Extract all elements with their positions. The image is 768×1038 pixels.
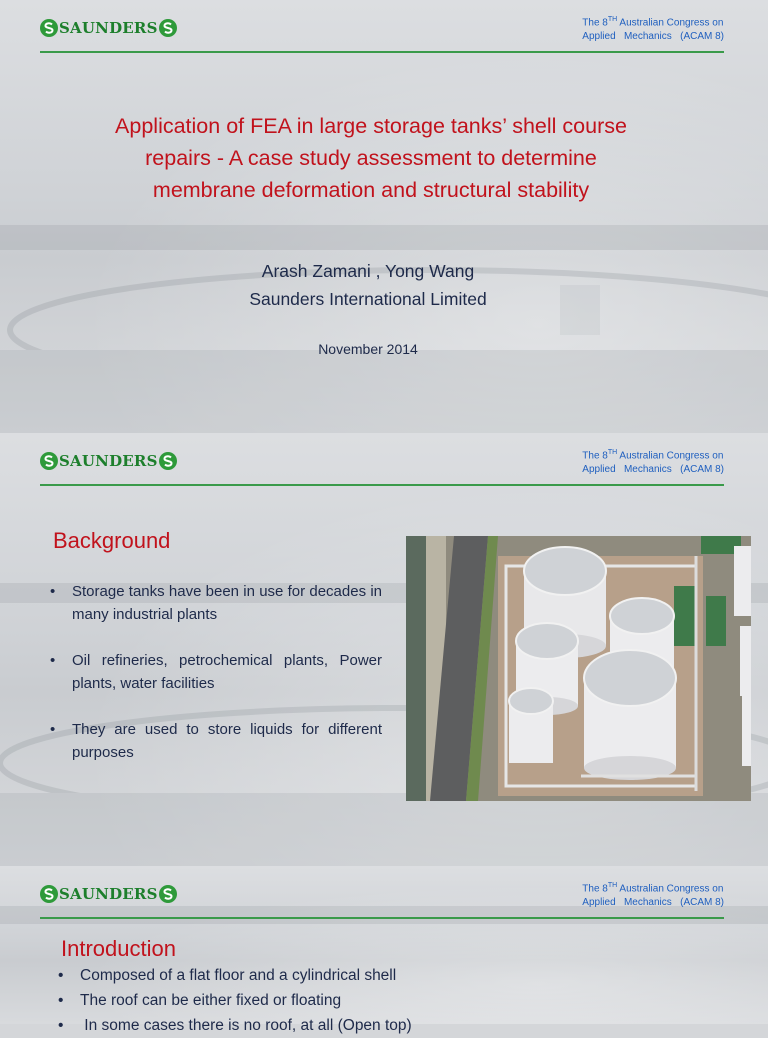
bullet-icon: • <box>58 992 64 1009</box>
congress-header <box>582 13 724 44</box>
congress-sup: TH <box>607 16 618 23</box>
bullet-text: The roof can be either fixed or floating <box>80 992 342 1009</box>
header-divider <box>40 484 724 486</box>
storage-tanks-photo <box>406 536 751 801</box>
logo-text: SAUNDERS <box>59 19 158 37</box>
saunders-s-logo-icon <box>40 885 58 903</box>
congress-header <box>582 879 724 910</box>
congress-sup: TH <box>607 449 618 456</box>
title-line: Application of FEA in large storage tanks’ shell course <box>115 114 627 138</box>
header-divider <box>40 51 724 53</box>
congress-line2: Applied Mechanics (ACAM 8) <box>582 464 724 476</box>
introduction-slide <box>0 866 768 1034</box>
logo-text: SAUNDERS <box>59 452 158 470</box>
bullet-icon: • <box>50 721 56 738</box>
bullet-text: In some cases there is no roof, at all (Open top) <box>80 1017 412 1034</box>
logo-text: SAUNDERS <box>59 885 158 903</box>
section-heading: Background <box>53 528 171 553</box>
congress-line1-pre: The 8 <box>582 450 608 462</box>
congress-line1-post: Australian Congress on <box>617 450 724 462</box>
saunders-s-logo-icon <box>159 885 177 903</box>
bullet-icon: • <box>50 652 56 669</box>
congress-line1-pre: The 8 <box>582 883 608 895</box>
list-item <box>44 580 382 626</box>
congress-line2: Applied Mechanics (ACAM 8) <box>582 31 724 43</box>
saunders-s-logo-icon <box>159 452 177 470</box>
bullet-text: They are used to store liquids for different purposes <box>72 721 382 761</box>
congress-sup: TH <box>607 882 618 889</box>
authors-block <box>0 257 736 313</box>
bullet-list <box>52 963 512 1038</box>
bullet-icon: • <box>58 967 64 984</box>
saunders-logo <box>40 880 177 908</box>
author-names: Arash Zamani , Yong Wang <box>261 261 475 281</box>
bullet-text: Composed of a flat floor and a cylindrical shell <box>80 967 397 984</box>
list-item <box>44 649 382 695</box>
list-item <box>52 1013 512 1038</box>
title-slide <box>0 0 768 433</box>
saunders-s-logo-icon <box>40 452 58 470</box>
background-slide <box>0 433 768 866</box>
list-item <box>44 718 382 764</box>
bullet-icon: • <box>58 1017 64 1034</box>
bullet-text: Oil refineries, petrochemical plants, Power plants, water facilities <box>72 652 382 692</box>
saunders-s-logo-icon <box>159 19 177 37</box>
section-heading: Introduction <box>61 936 176 961</box>
saunders-s-logo-icon <box>40 19 58 37</box>
congress-line2: Applied Mechanics (ACAM 8) <box>582 897 724 909</box>
list-item <box>52 988 512 1013</box>
bullet-list <box>44 580 382 764</box>
congress-line1-post: Australian Congress on <box>617 17 724 29</box>
bullet-icon: • <box>50 583 56 600</box>
presentation-title <box>60 110 682 206</box>
congress-header <box>582 446 724 477</box>
saunders-logo <box>40 447 177 475</box>
list-item <box>52 963 512 988</box>
affiliation: Saunders International Limited <box>249 289 487 309</box>
bullet-text: Storage tanks have been in use for decades in many industrial plants <box>72 583 382 623</box>
congress-line1-post: Australian Congress on <box>617 883 724 895</box>
title-line: membrane deformation and structural stability <box>152 178 590 202</box>
header-divider <box>40 917 724 919</box>
saunders-logo <box>40 14 177 42</box>
presentation-date: November 2014 <box>318 341 418 357</box>
background-tank-illustration <box>0 0 768 433</box>
congress-line1-pre: The 8 <box>582 17 608 29</box>
title-line: repairs - A case study assessment to determine <box>145 146 597 170</box>
